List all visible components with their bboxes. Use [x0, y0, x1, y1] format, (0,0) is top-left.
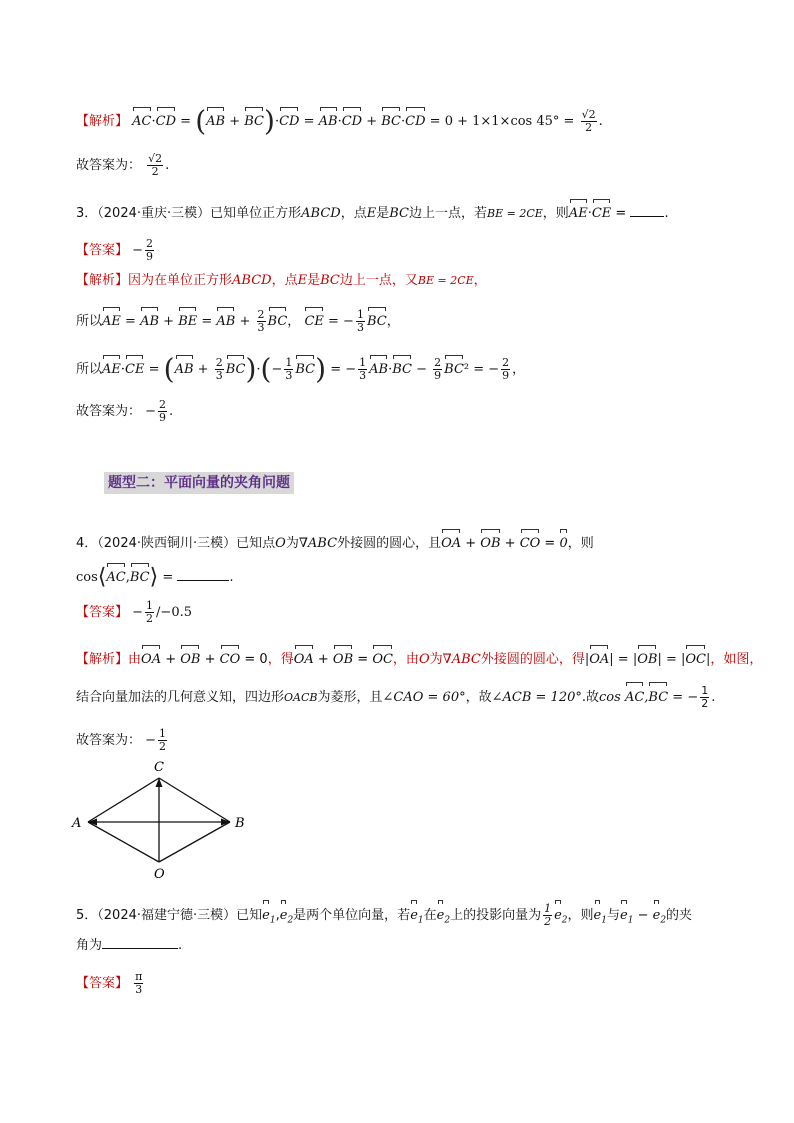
- q3-solution-line3: 所以AE·CE = (AB + $\frac{2}{3}$ BC)·(− $\frac{1}{3}$ BC) = − $\frac{1}{3}$ AB·BC − $\frac{2}{9}$ BC² = − $\frac{2}{9}$ ，: [76, 352, 526, 386]
- q2-eq: = 0 + 1×1×cos 45° =: [429, 114, 575, 129]
- answer-blank: [630, 216, 664, 217]
- fraction-2-9: $\frac{2}{9}$: [146, 237, 154, 263]
- question-number: 3．: [76, 206, 98, 221]
- q3-solution-line2: 所以AE = AB + BE = AB + $\frac{2}{3}$ BC， CE = − $\frac{1}{3}$ BC，: [76, 304, 400, 334]
- vector-ac: AC: [132, 104, 151, 132]
- q4-answer: 【答案】 − $\frac{1}{2}$ /−0.5: [76, 599, 192, 625]
- answer-tag: 【答案】: [76, 976, 129, 991]
- question-source: （2024·福建宁德·三模）: [97, 908, 237, 923]
- q4-statement-line2: cos⟨AC,BC⟩ = .: [76, 560, 234, 588]
- fraction-sqrt2-over-2: $\frac{√2}{2}$: [581, 108, 596, 134]
- q5-statement-line1: 5．（2024·福建宁德·三模）已知$e_1,e_2$是两个单位向量，若$e_1$在$e_2$上的投影向量为 $\frac{1}{2}$ $e_2$，则$e_1$与$e_1 - e_2$的夹: [76, 898, 692, 931]
- q3-answer: 【答案】 − $\frac{2}{9}$: [76, 237, 154, 263]
- q2-answer-line: 故答案为： $\frac{√2}{2}$ .: [76, 152, 170, 178]
- q4-answer-line: 故答案为： − $\frac{1}{2}$: [76, 727, 167, 753]
- label-b: B: [235, 816, 245, 831]
- vector-ce: CE: [592, 196, 611, 224]
- edge-oa: [88, 822, 159, 862]
- rhombus-diagram: [66, 758, 256, 882]
- label-o: O: [154, 867, 165, 882]
- vector-ab: AB: [319, 104, 338, 132]
- vector-cd: CD: [156, 104, 176, 132]
- vector-ae: AE: [102, 304, 121, 332]
- answer-blank: [102, 948, 178, 949]
- fraction-sqrt2-over-2: $\frac{√2}{2}$: [148, 152, 163, 178]
- q3-answer-line: 故答案为： − $\frac{2}{9}$ .: [76, 398, 174, 424]
- edge-ac: [88, 778, 159, 822]
- vector-bc: BC: [381, 104, 401, 132]
- vector-ae: AE: [569, 196, 588, 224]
- answer-blank: [177, 580, 229, 581]
- q4-solution-line2: 结合向量加法的几何意义知，四边形OACB为菱形，且∠CAO = 60°，故∠ACB = 120°.故cos AC,BC = − $\frac{1}{2}$ .: [76, 680, 715, 710]
- section-heading: 题型二：平面向量的夹角问题: [104, 472, 294, 494]
- question-source: （2024·重庆·三模）: [97, 206, 211, 221]
- label-c: C: [154, 760, 164, 775]
- q3-statement: 3．（2024·重庆·三模）已知单位正方形ABCD，点E是BC边上一点，若BE = 2CE，则AE·CE = .: [76, 196, 669, 224]
- vector-cd: CD: [405, 104, 425, 132]
- edge-bo: [159, 822, 230, 862]
- vector-ab: AB: [206, 104, 225, 132]
- q4-solution-line1: 【解析】由OA + OB + CO = 0，得OA + OB = OC，由O为∇ABC外接圆的圆心，得|OA| = |OB| = |OC|，如图，: [76, 642, 762, 670]
- q5-answer: [76, 971, 145, 996]
- answer-label: 故答案为：: [76, 158, 142, 173]
- vector-ce: CE: [304, 304, 323, 332]
- edge-cb: [159, 778, 230, 822]
- vector-bc: BC: [244, 104, 264, 132]
- question-number: 5．: [76, 908, 98, 923]
- answer-tag: 【答案】: [76, 243, 129, 258]
- q2-solution-line: 【解析】 AC·CD = (AB + BC)·CD = AB·CD + BC·CD = 0 + 1×1×cos 45° = $\frac{√2}{2}$ .: [76, 104, 603, 138]
- q4-statement-line1: 4．（2024·陕西铜川·三模）已知点O为∇ABC外接圆的圆心，且OA + OB + CO = 0，则: [76, 526, 594, 554]
- fraction-2-9: $\frac{2}{9}$: [159, 398, 167, 424]
- question-number: 4．: [76, 536, 98, 551]
- fraction-pi-3: $\frac{\pi}{3}$: [135, 970, 143, 996]
- vector-cd: CD: [342, 104, 362, 132]
- answer-tag: 【答案】: [76, 605, 129, 620]
- q3-solution-line1: 【解析】因为在单位正方形ABCD，点E是BC边上一点，又BE = 2CE，: [76, 273, 487, 288]
- question-source: （2024·陕西铜川·三模）: [97, 536, 237, 551]
- vector-cd: CD: [279, 104, 299, 132]
- q5-statement-line2: 角为 .: [76, 938, 183, 953]
- label-a: A: [72, 816, 82, 831]
- solution-tag: 【解析】: [76, 114, 129, 129]
